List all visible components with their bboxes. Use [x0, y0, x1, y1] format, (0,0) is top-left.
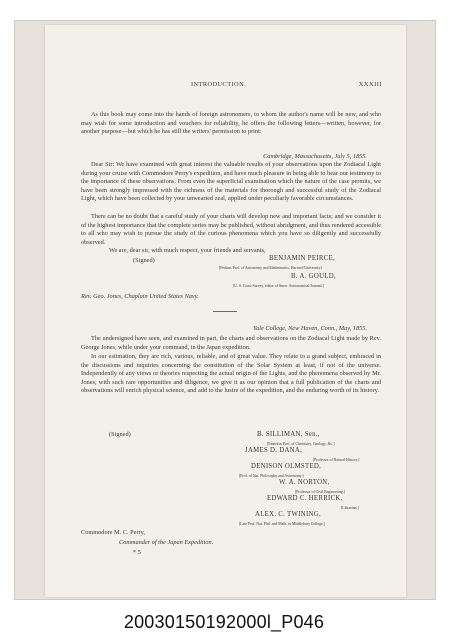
- signatory-dana-title: [Professor of Natural History.]: [313, 458, 360, 462]
- signatory-norton-title: [Professor of Civil Engineering.]: [295, 490, 345, 494]
- signatory-twining: ALEX. C. TWINING,: [255, 511, 321, 518]
- signatory-norton: W. A. NORTON,: [279, 479, 330, 486]
- scanned-sheet: [14, 20, 436, 600]
- signatory-dana: JAMES D. DANA,: [245, 447, 303, 454]
- letter1-signature-gould: B. A. GOULD,: [291, 273, 336, 280]
- running-header: [45, 81, 406, 91]
- letter1-place-date: Cambridge, Massachusetts, July 5, 1855.: [263, 153, 367, 160]
- archive-id-label: 20030150192000l_P046: [123, 612, 325, 632]
- letter1-paragraph-2: There can be no doubt that a careful study of your charts will develop new and important facts; and we consider it of the highest importance that the complete series may be published, without abridgment, and thus rendered accessible to all who may wish to pursue the study of the curious phenomena which you have so diligently and successfully observed.: [81, 213, 381, 246]
- letter2-addressee-name: Commodore M. C. Perry,: [81, 529, 145, 536]
- letter2-addressee-title: Commander of the Japan Expedition.: [119, 539, 214, 546]
- signatory-twining-title: [Late Prof. Nat. Phil. and Math. in Middlebury College.]: [239, 522, 325, 526]
- letter1-closing: We are, dear sir, with much respect, your friends and servants,: [109, 247, 266, 254]
- signatory-herrick-title: [Librarian.]: [341, 506, 359, 510]
- signatory-herrick: EDWARD C. HERRICK,: [267, 495, 343, 502]
- signatory-olmsted-title: [Prof. of Nat. Philosophy and Astronomy.]: [239, 474, 304, 478]
- letter2-signed: (Signed): [109, 431, 131, 438]
- letter2-paragraph-1: The undersigned have seen, and examined in part, the charts and observations on the Zodiacal Light made by Rev. George Jones, while under your command, in the Japan expedition.: [81, 335, 381, 351]
- letter1-paragraph-1: Dear Sir: We have examined with great interest the valuable results of your observations upon the Zodiacal Light during your cruise with Commodore Perry's expedition, and have much pleasure in being able to bear our testimony to the importance of these observations. From even the superficial examination which the nature of the case permits, we have been strongly impressed with the richness of the materials for thorough and successful study of the Zodiacal Light, which have been collected by your unwearied zeal, applied under peculiarly favorable circumstances.: [81, 161, 381, 203]
- letter2-place-date: Yale College, New Haven, Conn., May, 1855.: [253, 325, 367, 332]
- signature-mark: * 5: [133, 549, 141, 556]
- signatory-olmsted: DENISON OLMSTED,: [251, 463, 322, 470]
- letter2-paragraph-2: In our estimation, they are rich, various, reliable, and of great value. They relate to a grand subject, embraced in the discussions and inquiries concerning the constitution of the Solar System at least, if not of the universe. Independently of any views or theories respecting the actual origin of the Lights, and the phenomena observed by Mr. Jones, with such rare opportunities and diligence, we give it as our opinion that a full publication of the charts and observations will enrich physical science, and add to the lustre of the expedition, and the enduring worth of its history.: [81, 353, 381, 395]
- page-number: XXXIII: [358, 81, 382, 88]
- intro-paragraph: As this book may come into the hands of foreign astronomers, to whom the author's name will be new, and who may wish for some introduction and vouchers for reliability, he offers the following letters—written, however, for another purpose—but which he has still the writers' permission to print:: [81, 111, 381, 136]
- letter1-title-gould: [U. S. Coast Survey, editor of Amer. Astronomical Journal.]: [233, 284, 324, 288]
- section-divider: [213, 311, 237, 312]
- letter1-addressee: Rev. Geo. Jones, Chaplain United States Navy.: [81, 293, 199, 300]
- header-title: INTRODUCTION.: [191, 81, 247, 88]
- signatory-silliman: B. SILLIMAN, Sen.,: [257, 431, 320, 438]
- book-page: [45, 25, 406, 597]
- letter1-signature-peirce: BENJAMIN PEIRCE,: [269, 255, 335, 262]
- letter1-title-peirce: [Perkins Prof. of Astronomy and Mathematics, Harvard University.]: [219, 266, 323, 270]
- signatory-silliman-title: [Emeritus Prof. of Chemistry, Geology, &c.]: [267, 442, 335, 446]
- letter1-signed: (Signed): [133, 257, 155, 264]
- archive-label-bar: [14, 600, 434, 640]
